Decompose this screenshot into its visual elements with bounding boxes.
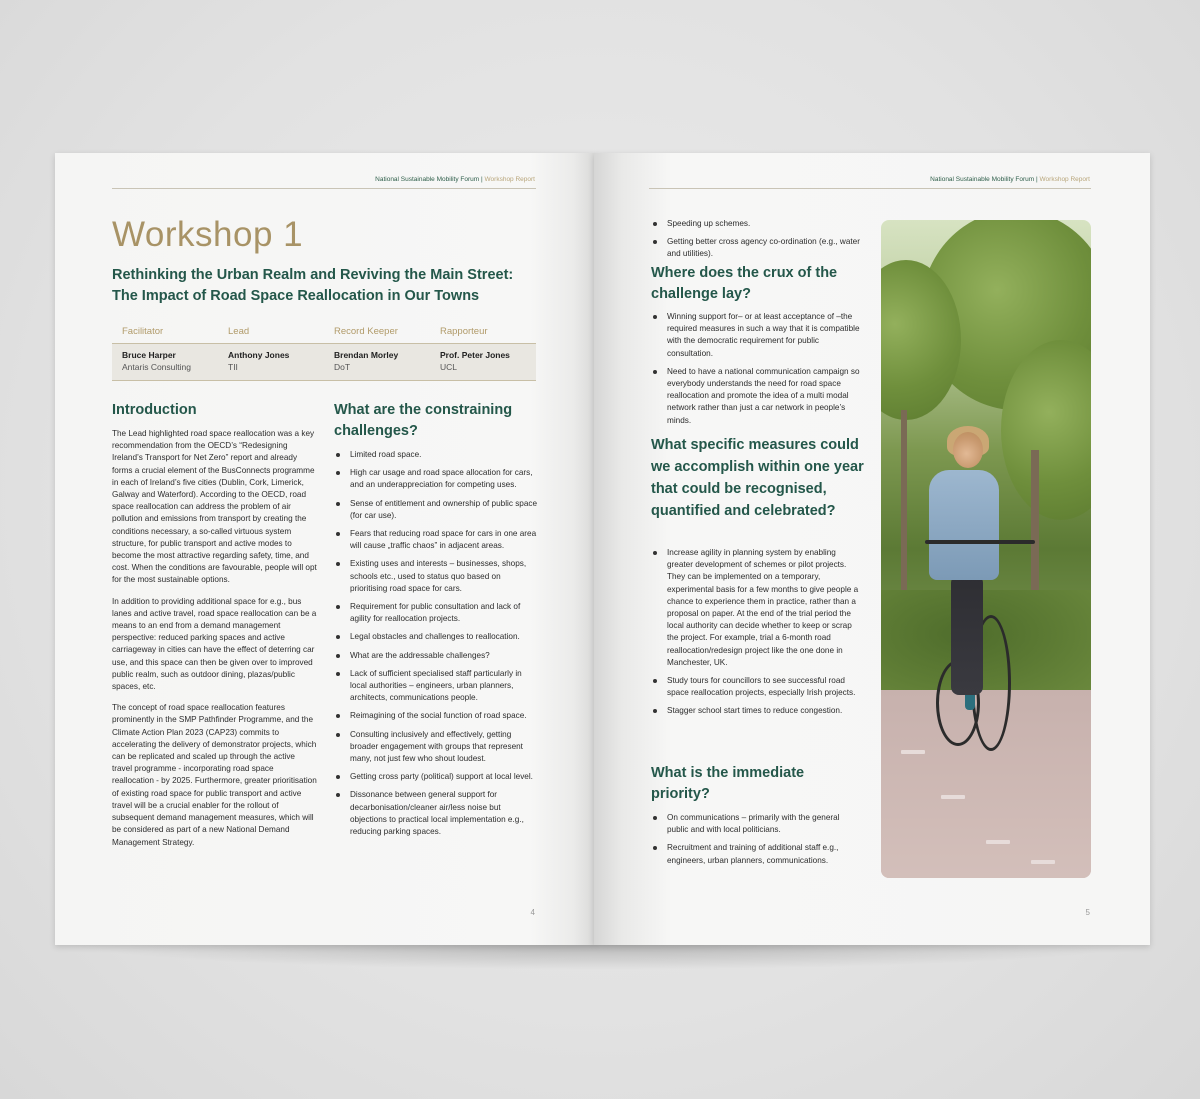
running-head-sep: | (1036, 176, 1038, 183)
crux-heading: Where does the crux of the challenge lay? (651, 265, 838, 302)
measures-list (651, 547, 863, 724)
list-item: Existing uses and interests – businesses, shops, schools etc., used to status quo based on prioritising road space for cars. (334, 558, 539, 595)
role-label: Facilitator (122, 326, 164, 337)
crux-list (651, 311, 863, 433)
role-label: Record Keeper (334, 326, 398, 337)
role-org: DoT (334, 362, 351, 372)
list-item: Consulting inclusively and effectively, getting broader engagement with groups that represent many, not just few who shout loudest. (334, 729, 539, 766)
list-item: Increase agility in planning system by enabling greater development of schemes or pilot projects. They can be implemented on a temporary, experimental basis for a few months to give people a chance to experience them in practice, rather than a proposal on paper. At the end of the trial period the local authority can decide whether to keep or scrap the project. For example, trial a 6-month road reallocation/redesign project like the one done in Manchester, UK. (651, 547, 863, 669)
role-org: UCL (440, 362, 458, 372)
running-head (930, 176, 1090, 183)
constraints-heading: What are the constraining challenges? (334, 402, 513, 439)
list-item: Legal obstacles and challenges to reallocation. (334, 631, 539, 643)
cyclist-photo (881, 220, 1091, 878)
running-head-doc: Workshop Report (1039, 176, 1090, 183)
running-head-sep: | (481, 176, 483, 183)
running-head-doc: Workshop Report (484, 176, 535, 183)
role-name: Bruce Harper (122, 350, 176, 360)
page-number: 4 (530, 908, 535, 917)
constraints-list (334, 449, 539, 844)
roles-table (112, 344, 536, 381)
role-name: Prof. Peter Jones (440, 350, 510, 360)
role-cell (440, 349, 510, 373)
list-item: High car usage and road space allocation for cars, and an underappreciation for competing uses. (334, 467, 539, 491)
list-item: Study tours for councillors to see successful road space reallocation projects, especially Irish projects. (651, 675, 863, 699)
list-item: Winning support for– or at least acceptance of –the required measures in such a way that it is compatible with the democratic requirement for public consultation. (651, 311, 863, 360)
header-rule (649, 188, 1091, 189)
list-item: Need to have a national communication campaign so everybody understands the need for road space reallocation and promote the idea of a multi modal network rather than just a car network in people’s minds. (651, 366, 863, 427)
intro-heading: Introduction (112, 402, 197, 418)
role-name: Brendan Morley (334, 350, 399, 360)
list-item: Reimagining of the social function of road space. (334, 710, 539, 722)
running-head-org: National Sustainable Mobility Forum (930, 176, 1035, 183)
list-item: Speeding up schemes. (651, 218, 861, 230)
list-item: Dissonance between general support for decarbonisation/cleaner air/less noise but objections to practical local implementation e.g., reducing parking spaces. (334, 789, 539, 838)
role-label: Lead (228, 326, 250, 337)
intro-paragraph: The concept of road space reallocation features prominently in the SMP Pathfinder Programme, and the Climate Action Plan 2023 (CAP23) commits to accelerating the delivery of demonstrator projects, which can be replicated and scaled up through the active travel programme - incorporating road space reallocation - by 2025. Furthermore, greater prioritisation of existing road space for public transport and active travel will be a crucial enabler for the rollout of subsequent demand management measures, which will be considered as part of a new National Demand Management Strategy. (112, 703, 317, 847)
path-marking (941, 795, 965, 799)
list-item: Fears that reducing road space for cars in one area will cause „traffic chaos” in adjacent areas. (334, 528, 539, 552)
intro-paragraph: The Lead highlighted road space reallocation was a key recommendation from the OECD’s “Redesigning Ireland’s Transport for Net Zero” report and already forms a crucial element of the BusConnects programme in each of Ireland’s five cities (Dublin, Cork, Limerick, Galway and Waterford). According to the OECD, road space reallocation can address the problem of air pollution and emissions from transport by creating the conditions necessary, a so-called virtuous system structure, for public transport and active modes to become the most attractive regarding safety, time, and cost. When the conditions are favourable, people will opt for the most sustainable options. (112, 429, 317, 585)
priority-heading: What is the immediate priority? (651, 765, 805, 802)
rider-legs (951, 575, 983, 695)
priority-list (651, 812, 863, 873)
left-page (55, 153, 595, 945)
list-item: On communications – primarily with the general public and with local politicians. (651, 812, 863, 836)
page-subtitle: Rethinking the Urban Realm and Reviving the Main Street: The Impact of Road Space Reallocation in Our Towns (112, 267, 514, 304)
role-cell (334, 349, 398, 373)
list-item: Recruitment and training of additional staff e.g., engineers, urban planners, communications. (651, 842, 863, 866)
measures-heading: What specific measures could we accomplish within one year that could be recognised, quantified and celebrated? (651, 437, 864, 519)
list-item: Lack of sufficient specialised staff particularly in local authorities – engineers, urban planners, architects, communications people. (334, 668, 539, 705)
path-marking (986, 840, 1010, 844)
bicycle-handlebar (925, 540, 1035, 544)
list-item: Stagger school start times to reduce congestion. (651, 705, 863, 717)
list-item: Getting better cross agency co-ordination (e.g., water and utilities). (651, 236, 861, 260)
list-item: What are the addressable challenges? (334, 650, 539, 662)
roles-header (112, 325, 536, 344)
intro-paragraph: In addition to providing additional space for e.g., bus lanes and active travel, road space reallocation can be a means to an end from a demand management perspective: reduced parking spaces and active carriageway in cities can have the effect of deterring car use, and this space can then be given over to improved public realm, such as outdoor dining, plazas/public spaces, etc. (112, 596, 317, 692)
role-org: Antaris Consulting (122, 362, 191, 372)
top-bullet-list (651, 218, 861, 267)
path-marking (1031, 860, 1055, 864)
role-org: TII (228, 362, 238, 372)
right-page (594, 153, 1150, 945)
intro-body (112, 428, 317, 858)
page-title: Workshop 1 (112, 215, 304, 254)
rider-head (953, 432, 983, 468)
rider-jacket (929, 470, 999, 580)
list-item: Getting cross party (political) support at local level. (334, 771, 539, 783)
running-head (375, 176, 535, 183)
page-number: 5 (1085, 908, 1090, 917)
role-label: Rapporteur (440, 326, 488, 337)
running-head-org: National Sustainable Mobility Forum (375, 176, 480, 183)
list-item: Requirement for public consultation and lack of agility for reallocation projects. (334, 601, 539, 625)
tree-trunk (901, 410, 907, 610)
header-rule (112, 188, 536, 189)
role-cell (122, 349, 191, 373)
path-marking (901, 750, 925, 754)
role-cell (228, 349, 289, 373)
role-name: Anthony Jones (228, 350, 290, 360)
list-item: Limited road space. (334, 449, 539, 461)
list-item: Sense of entitlement and ownership of public space (for car use). (334, 498, 539, 522)
